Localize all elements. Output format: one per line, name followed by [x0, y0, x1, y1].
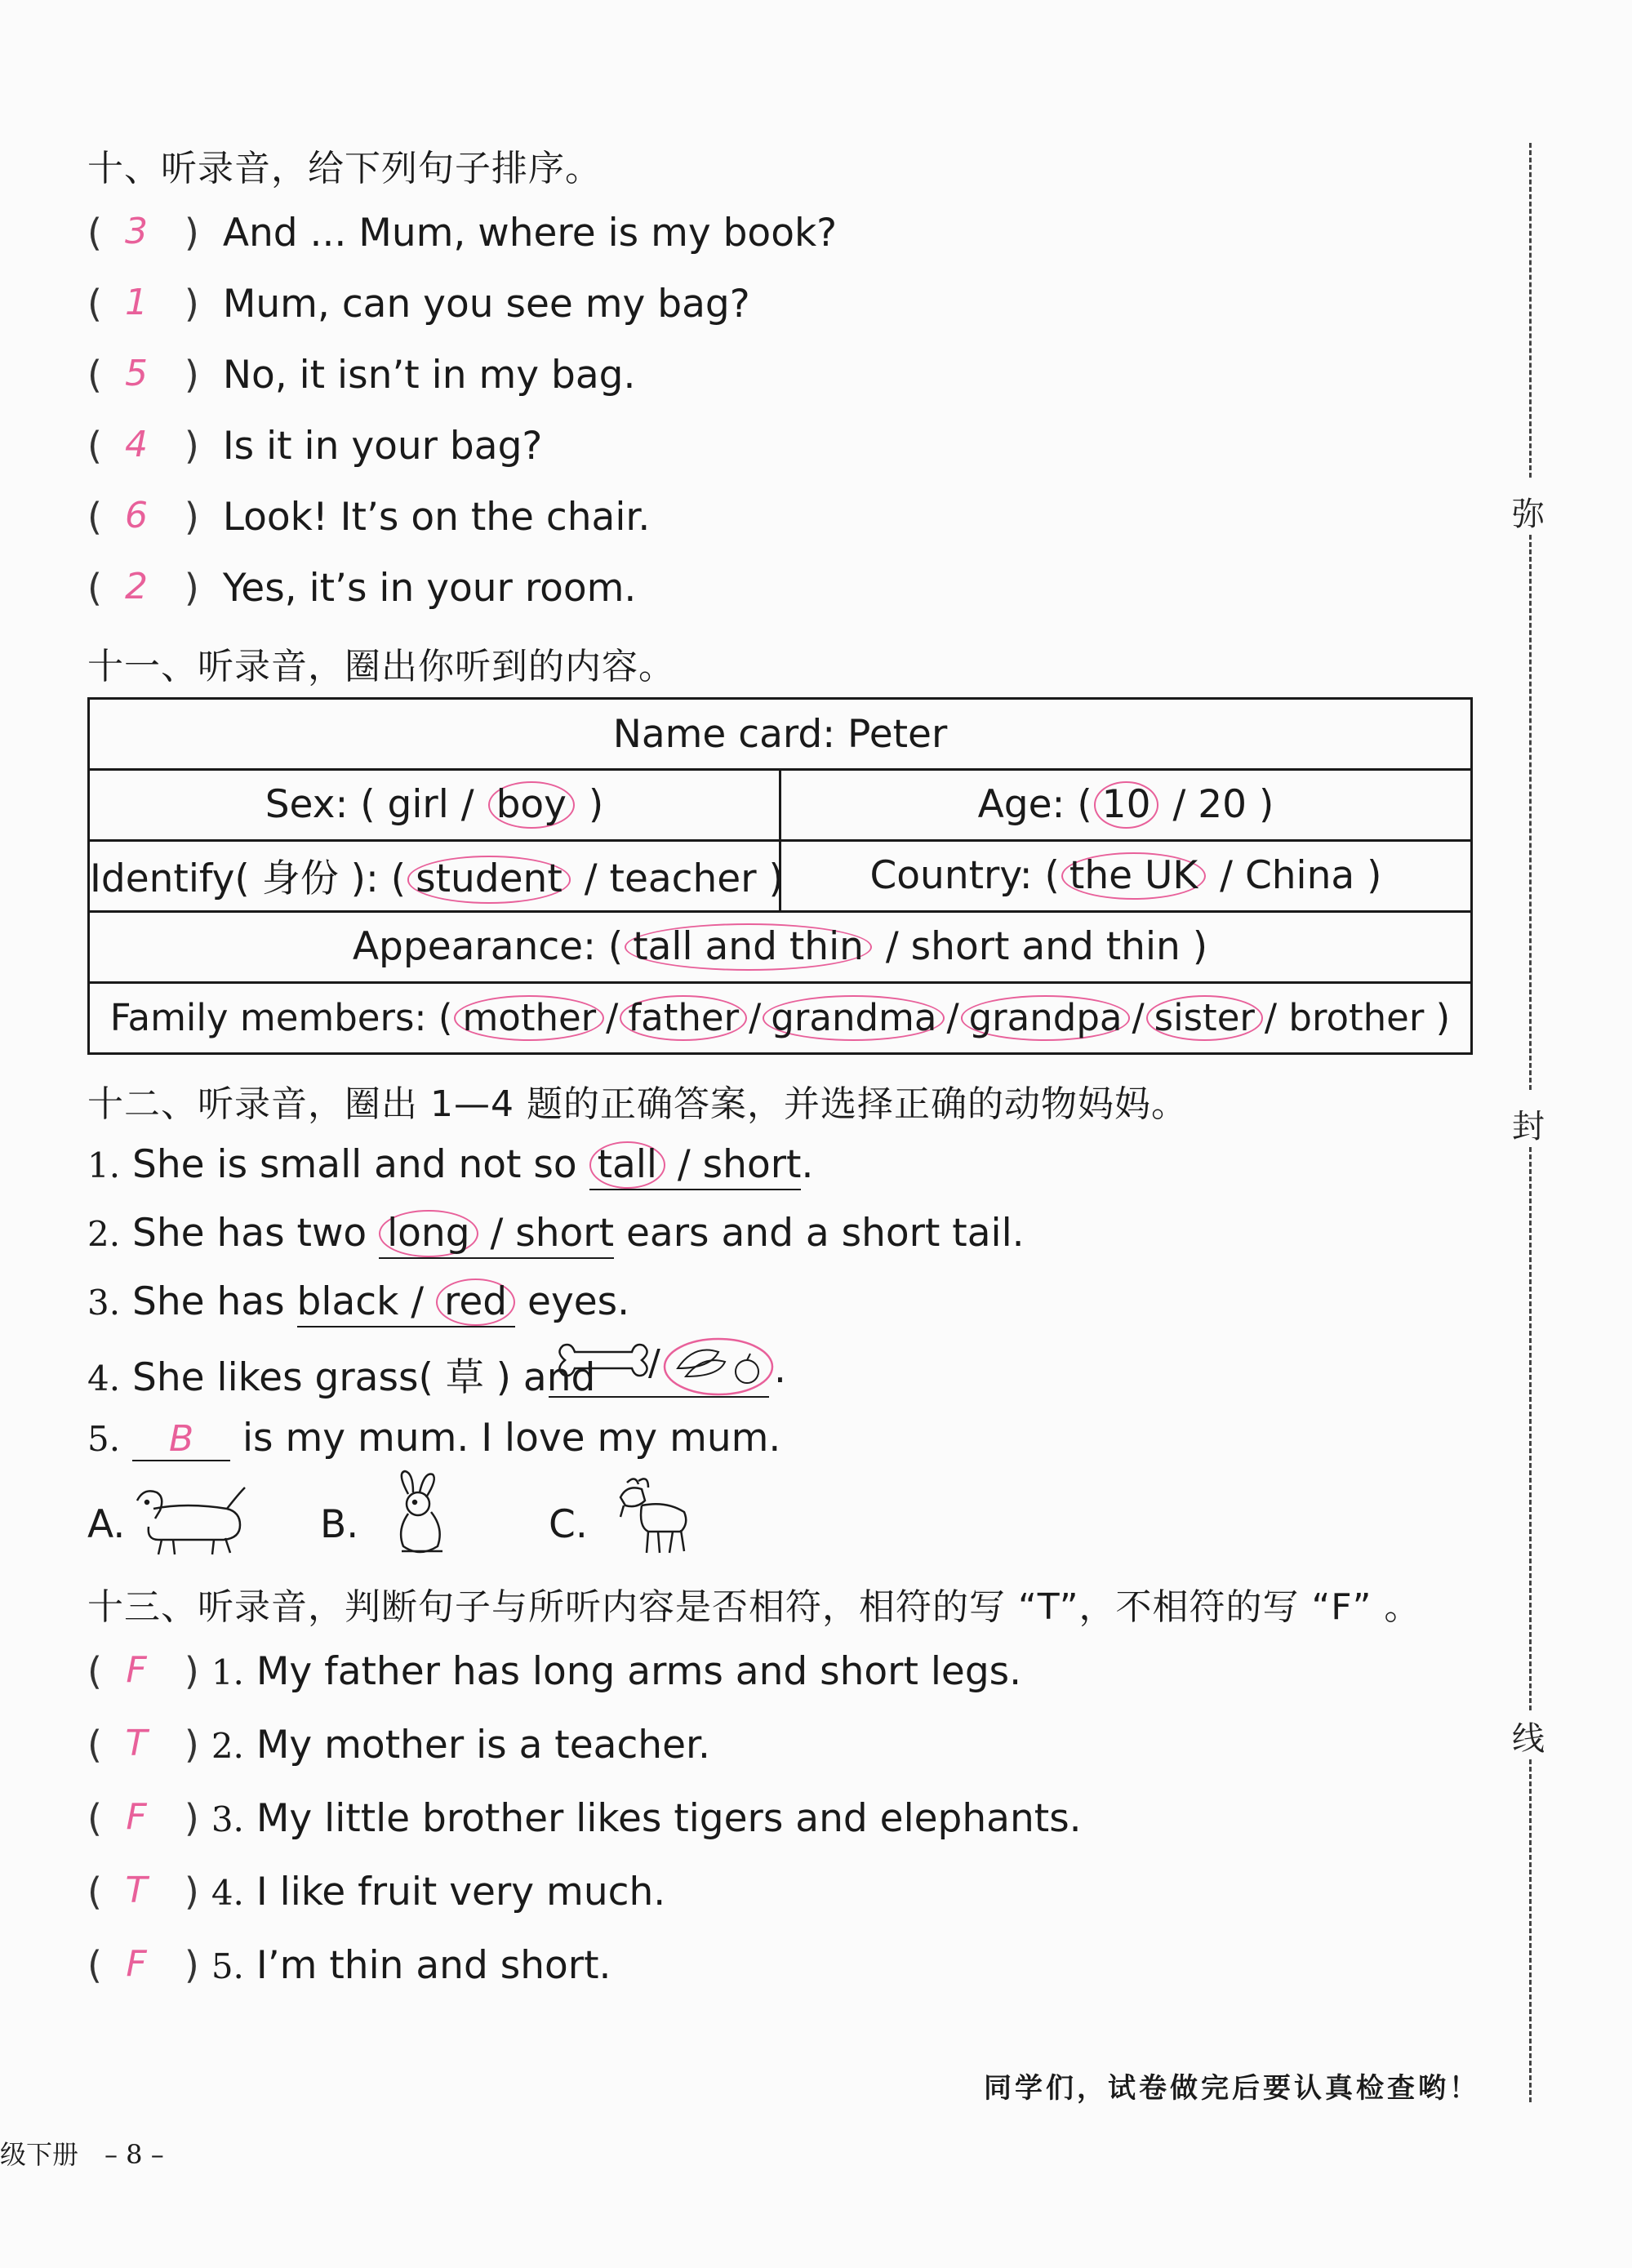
- list-item: [87, 1649, 1021, 1694]
- identity-option-student-circled[interactable]: student: [407, 856, 571, 903]
- paren-close: ): [184, 1723, 199, 1767]
- answer-blank[interactable]: F: [126, 1796, 147, 1838]
- paren-open: (: [87, 495, 102, 539]
- item-number: 5.: [211, 1946, 244, 1986]
- seal-char-xian: 线: [1512, 1720, 1545, 1758]
- question-5: [87, 1416, 780, 1461]
- family-option-grandma-circled[interactable]: grandma: [763, 995, 945, 1041]
- paren-close: ): [184, 1870, 199, 1914]
- paren-open: (: [87, 1796, 102, 1840]
- answer-blank[interactable]: 6: [125, 495, 148, 536]
- paren-close: ): [184, 1796, 199, 1840]
- choice-pair: long / short: [379, 1210, 614, 1259]
- option-a-label: A.: [87, 1502, 126, 1547]
- option-short[interactable]: short: [515, 1211, 615, 1256]
- paren-open: (: [87, 1943, 102, 1987]
- paren-close: ): [1367, 852, 1382, 898]
- item-number: 2.: [211, 1726, 244, 1766]
- answer-blank[interactable]: F: [126, 1943, 147, 1985]
- country-option-china[interactable]: China: [1244, 852, 1355, 898]
- paren-open: (: [87, 211, 102, 255]
- answer-blank[interactable]: F: [126, 1649, 147, 1691]
- family-option-mother-circled[interactable]: mother: [454, 995, 604, 1041]
- answer-blank[interactable]: B: [132, 1418, 230, 1461]
- sex-option-girl[interactable]: girl: [387, 781, 449, 827]
- slash: /: [606, 996, 619, 1040]
- list-item: [87, 424, 542, 469]
- option-short[interactable]: short: [702, 1142, 802, 1187]
- slash: /: [584, 856, 598, 902]
- slash: /: [1264, 996, 1278, 1040]
- slash: /: [946, 996, 959, 1040]
- section-12-heading: 十二、听录音，圈出 1—4 题的正确答案，并选择正确的动物妈妈。: [87, 1083, 1188, 1125]
- paren-open: (: [87, 424, 102, 468]
- list-item: [87, 1870, 665, 1914]
- family-option-father-circled[interactable]: father: [620, 995, 747, 1041]
- option-black[interactable]: black: [296, 1279, 399, 1324]
- card-country-cell: [780, 841, 1472, 912]
- sentence-text: I’m thin and short.: [256, 1943, 611, 1988]
- slash: /: [1172, 781, 1186, 827]
- sentence-text: My father has long arms and short legs.: [256, 1649, 1022, 1694]
- answer-blank[interactable]: T: [125, 1723, 148, 1764]
- answer-blank[interactable]: 1: [125, 282, 148, 323]
- list-item: [87, 353, 635, 398]
- option-b-label: B.: [320, 1502, 359, 1547]
- svg-text:/: /: [648, 1342, 660, 1384]
- family-option-sister-circled[interactable]: sister: [1146, 995, 1263, 1041]
- paren-open: (: [87, 1723, 102, 1767]
- paren-close: ): [768, 856, 784, 902]
- page-number: 级下册 – 8 –: [0, 2139, 164, 2170]
- list-item: [87, 566, 636, 611]
- question-number: 4.: [87, 1359, 121, 1399]
- paren-open: (: [87, 1870, 102, 1914]
- sentence-text: Yes, it’s in your room.: [222, 566, 637, 611]
- section-11-heading: 十一、听录音，圈出你听到的内容。: [87, 646, 675, 687]
- name-card-table: [87, 697, 1473, 1055]
- choice-pair: black / red: [297, 1279, 516, 1327]
- list-item: [87, 1723, 710, 1768]
- answer-blank[interactable]: T: [125, 1870, 148, 1911]
- question-end: ears and a short tail.: [626, 1211, 1025, 1256]
- question-text: She likes grass( 草 ) and: [132, 1355, 596, 1400]
- country-option-uk-circled[interactable]: the UK: [1061, 852, 1206, 900]
- sentence-text: And ... Mum, where is my book?: [222, 211, 838, 256]
- sentence-text: Look! It’s on the chair.: [222, 495, 651, 540]
- card-family-cell: [89, 983, 1472, 1054]
- question-text: She has two: [132, 1211, 367, 1256]
- sentence-text: No, it isn’t in my bag.: [222, 353, 636, 398]
- card-sex-cell: [89, 770, 780, 841]
- rabbit-icon[interactable]: [384, 1470, 457, 1561]
- item-number: 1.: [211, 1652, 244, 1692]
- paren-close: ): [1435, 996, 1451, 1040]
- option-c-label: C.: [549, 1502, 588, 1547]
- sentence-text: Mum, can you see my bag?: [222, 282, 750, 327]
- choice-pair: tall / short: [589, 1141, 802, 1190]
- section-13-heading: 十三、听录音，判断句子与所听内容是否相符，相符的写 “T”，不相符的写 “F” 。: [87, 1586, 1421, 1628]
- seal-dashed-line: [1529, 1759, 1532, 2102]
- family-option-brother[interactable]: brother: [1288, 996, 1425, 1040]
- paren-open: (: [87, 282, 102, 326]
- list-item: [87, 1943, 611, 1988]
- paren-close: ): [184, 282, 199, 326]
- seal-char-mi: 弥: [1512, 496, 1545, 533]
- answer-blank[interactable]: 3: [125, 211, 148, 252]
- answer-blank[interactable]: 2: [125, 566, 148, 607]
- sex-option-boy-circled[interactable]: boy: [488, 781, 575, 829]
- slash: /: [1220, 852, 1233, 898]
- slash: /: [1132, 996, 1145, 1040]
- slash: /: [460, 781, 474, 827]
- question-end: eyes.: [527, 1279, 630, 1324]
- paren-close: ): [184, 495, 199, 539]
- slash: /: [749, 996, 762, 1040]
- seal-dashed-line: [1529, 143, 1532, 478]
- paren-close: ): [184, 353, 199, 397]
- fruit-icon[interactable]: [661, 1336, 776, 1396]
- identity-option-teacher[interactable]: teacher: [609, 856, 757, 902]
- question-3: [87, 1279, 629, 1327]
- paren-close: ): [184, 1649, 199, 1693]
- family-label: Family members: (: [109, 996, 453, 1040]
- question-text: is my mum. I love my mum.: [242, 1416, 781, 1461]
- sex-label: Sex: (: [265, 781, 376, 827]
- age-option-20[interactable]: 20: [1198, 781, 1247, 827]
- question-number: 1.: [87, 1145, 121, 1185]
- dog-icon[interactable]: [129, 1476, 251, 1558]
- paren-close: ): [184, 566, 199, 610]
- option-red-circled[interactable]: red: [436, 1279, 515, 1326]
- list-item: [87, 1796, 1082, 1841]
- question-1: [87, 1141, 813, 1190]
- paren-open: (: [87, 353, 102, 397]
- paren-close: ): [184, 424, 199, 468]
- age-option-10-circled[interactable]: 10: [1094, 781, 1159, 829]
- question-4: [87, 1347, 595, 1402]
- age-label: Age: (: [977, 781, 1092, 827]
- question-number: 2.: [87, 1214, 121, 1254]
- picture-choice-pair: [549, 1336, 769, 1398]
- list-item: [87, 211, 837, 256]
- item-number: 4.: [211, 1873, 244, 1913]
- answer-blank[interactable]: 5: [125, 353, 148, 394]
- paren-close: ): [184, 1943, 199, 1987]
- card-appearance-cell: [89, 912, 1472, 983]
- option-tall-circled[interactable]: tall: [589, 1141, 665, 1189]
- paren-open: (: [87, 566, 102, 610]
- footer-reminder: 同学们，试卷做完后要认真检查哟！: [984, 2072, 1480, 2105]
- answer-blank[interactable]: 4: [125, 424, 148, 465]
- item-number: 3.: [211, 1799, 244, 1839]
- sentence-text: Is it in your bag?: [222, 424, 543, 469]
- seal-dashed-line: [1529, 535, 1532, 1090]
- question-number: 3.: [87, 1283, 121, 1323]
- question-end: .: [801, 1142, 814, 1187]
- section-10-heading: 十、听录音，给下列句子排序。: [87, 148, 602, 189]
- seal-char-feng: 封: [1512, 1108, 1545, 1145]
- card-age-cell: [780, 770, 1472, 841]
- question-number: 5.: [87, 1419, 121, 1459]
- seal-dashed-line: [1529, 1147, 1532, 1710]
- identity-label: Identify( 身份 ): (: [90, 856, 407, 902]
- question-2: [87, 1210, 1025, 1259]
- list-item: [87, 282, 750, 327]
- option-long-circled[interactable]: long: [379, 1210, 478, 1257]
- slash: /: [885, 923, 899, 969]
- appearance-label: Appearance: (: [352, 923, 624, 969]
- paren-close: ): [184, 211, 199, 255]
- question-text: She is small and not so: [132, 1142, 577, 1187]
- list-item: [87, 495, 650, 540]
- card-title: Name card: Peter: [89, 699, 1472, 770]
- paren-close: ): [588, 781, 604, 827]
- family-option-grandpa-circled[interactable]: grandpa: [961, 995, 1131, 1041]
- question-text: She has: [132, 1279, 285, 1324]
- sentence-text: My mother is a teacher.: [256, 1723, 710, 1768]
- paren-close: ): [1192, 923, 1208, 969]
- goat-icon[interactable]: [606, 1473, 696, 1561]
- sentence-text: I like fruit very much.: [256, 1870, 666, 1914]
- question-end: .: [774, 1347, 786, 1392]
- sentence-text: My little brother likes tigers and elephants.: [256, 1796, 1082, 1841]
- appearance-option-short[interactable]: short and thin: [910, 923, 1181, 969]
- country-label: Country: (: [869, 852, 1060, 898]
- card-identity-cell: [89, 841, 784, 912]
- paren-open: (: [87, 1649, 102, 1693]
- paren-close: ): [1259, 781, 1274, 827]
- appearance-option-tall-circled[interactable]: tall and thin: [625, 923, 872, 971]
